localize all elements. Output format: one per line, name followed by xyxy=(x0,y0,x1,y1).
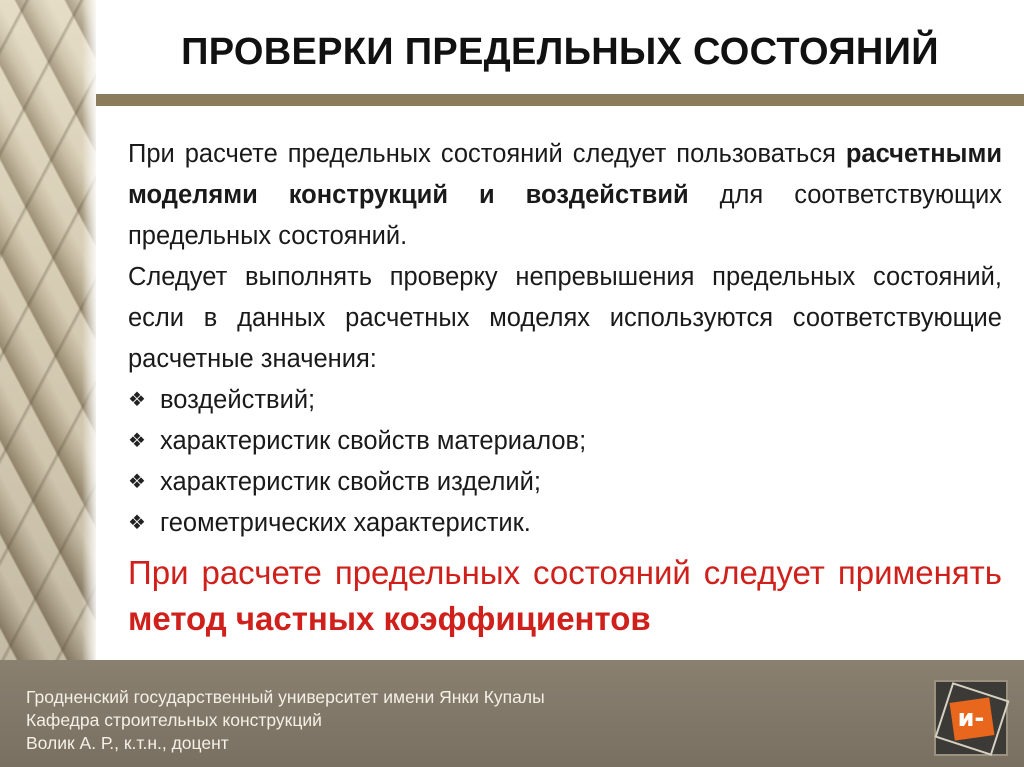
list-item xyxy=(128,462,1002,503)
author-name: Волик А. Р., к.т.н., доцент xyxy=(26,733,229,753)
highlight-text-start: При расчете предельных состояний следует применять xyxy=(128,554,1002,591)
highlight-paragraph xyxy=(128,550,1002,642)
list-item-text: характеристик свойств изделий; xyxy=(160,468,541,496)
paragraph-1-text-end: для соответствующих предельных состояний. xyxy=(128,181,1002,250)
diamond-bullet-icon: ❖ xyxy=(128,512,146,534)
diamond-bullet-icon: ❖ xyxy=(128,430,146,452)
list-item-text: геометрических характеристик. xyxy=(160,509,531,537)
list-item xyxy=(128,421,1002,462)
list-item-text: воздействий; xyxy=(160,386,316,414)
highlight-bold: метод частных коэффициентов xyxy=(128,600,651,637)
university-logo-icon xyxy=(934,680,1008,756)
slide-body xyxy=(128,134,1002,642)
paragraph-1 xyxy=(128,134,1002,257)
footer-bar xyxy=(0,660,1024,767)
list-item xyxy=(128,380,1002,421)
footer-text xyxy=(26,686,545,755)
university-name: Гродненский государственный университет имени Янки Купалы xyxy=(26,687,545,707)
department-name: Кафедра строительных конструкций xyxy=(26,710,322,730)
paragraph-1-bold: расчетными моделями конструкций и воздействий xyxy=(128,140,1002,209)
page-title: ПРОВЕРКИ ПРЕДЕЛЬНЫХ СОСТОЯНИЙ xyxy=(181,31,939,73)
bullet-list xyxy=(128,380,1002,544)
paragraph-1-text-start: При расчете предельных состояний следует пользоваться xyxy=(128,140,846,168)
logo-mark: и- xyxy=(957,704,985,732)
list-item-text: характеристик свойств материалов; xyxy=(160,427,587,455)
diamond-bullet-icon: ❖ xyxy=(128,471,146,493)
decorative-side-image xyxy=(0,0,96,660)
title-divider xyxy=(96,94,1024,106)
paragraph-2: Следует выполнять проверку непревышения предельных состояний, если в данных расчетных моделях используются соответствующие расчетные значения: xyxy=(128,263,1002,373)
diamond-bullet-icon: ❖ xyxy=(128,389,146,411)
list-item xyxy=(128,503,1002,544)
